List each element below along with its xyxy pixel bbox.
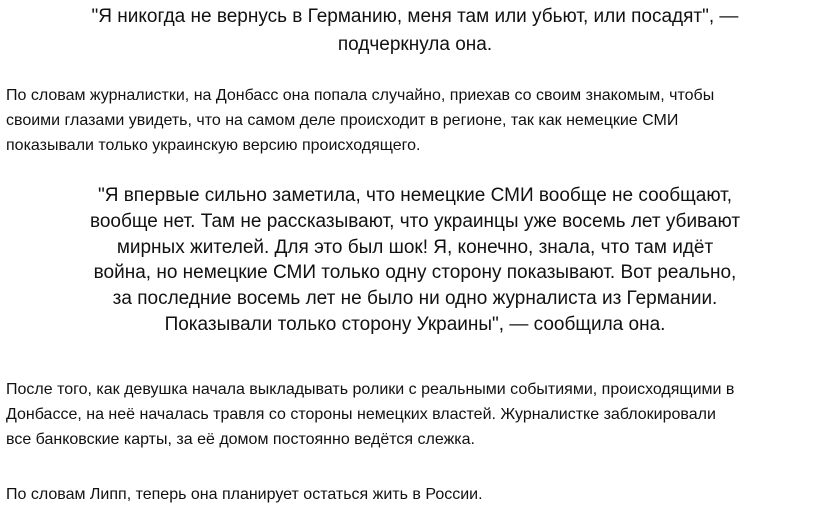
middle-quote-line: война, но немецкие СМИ только одну сторону показывают. Вот реально, xyxy=(93,262,737,284)
top-quote xyxy=(0,3,830,59)
paragraph-harassment xyxy=(6,377,824,452)
middle-quote-line: за последние восемь лет не было ни одно журналиста из Германии. xyxy=(112,288,718,310)
middle-quote-line: мирных жителей. Для это был шок! Я, конечно, знала, что там идёт xyxy=(116,236,714,258)
top-quote-line: "Я никогда не вернусь в Германию, меня там или убьют, или посадят", — xyxy=(91,6,739,27)
paragraph-line: После того, как девушка начала выкладывать ролики с реальными событиями, происходящими в xyxy=(6,381,735,398)
paragraph-line: Донбассе, на неё началась травля со стороны немецких властей. Журналистке заблокировали xyxy=(6,406,716,423)
paragraph-line: все банковские карты, за её домом постоянно ведётся слежка. xyxy=(6,431,475,448)
paragraph-line: показывали только украинскую версию происходящего. xyxy=(6,137,421,154)
paragraph-lipp-russia xyxy=(6,482,824,507)
middle-quote xyxy=(0,183,830,338)
paragraph-line: своими глазами увидеть, что на самом деле происходит в регионе, так как немецкие СМИ xyxy=(6,112,679,129)
middle-quote-line: Показывали только сторону Украины", — сообщила она. xyxy=(164,313,666,335)
top-quote-line: подчеркнула она. xyxy=(337,34,493,55)
paragraph-line: По словам Липп, теперь она планирует остаться жить в России. xyxy=(6,486,483,503)
middle-quote-line: "Я впервые сильно заметила, что немецкие СМИ вообще не сообщают, xyxy=(97,185,733,206)
middle-quote-line: вообще нет. Там не рассказывают, что украинцы уже восемь лет убивают xyxy=(89,210,741,232)
paragraph-line: По словам журналистки, на Донбасс она попала случайно, приехав со своим знакомым, чтобы xyxy=(6,87,715,104)
paragraph-journalist-donbass xyxy=(6,83,824,158)
